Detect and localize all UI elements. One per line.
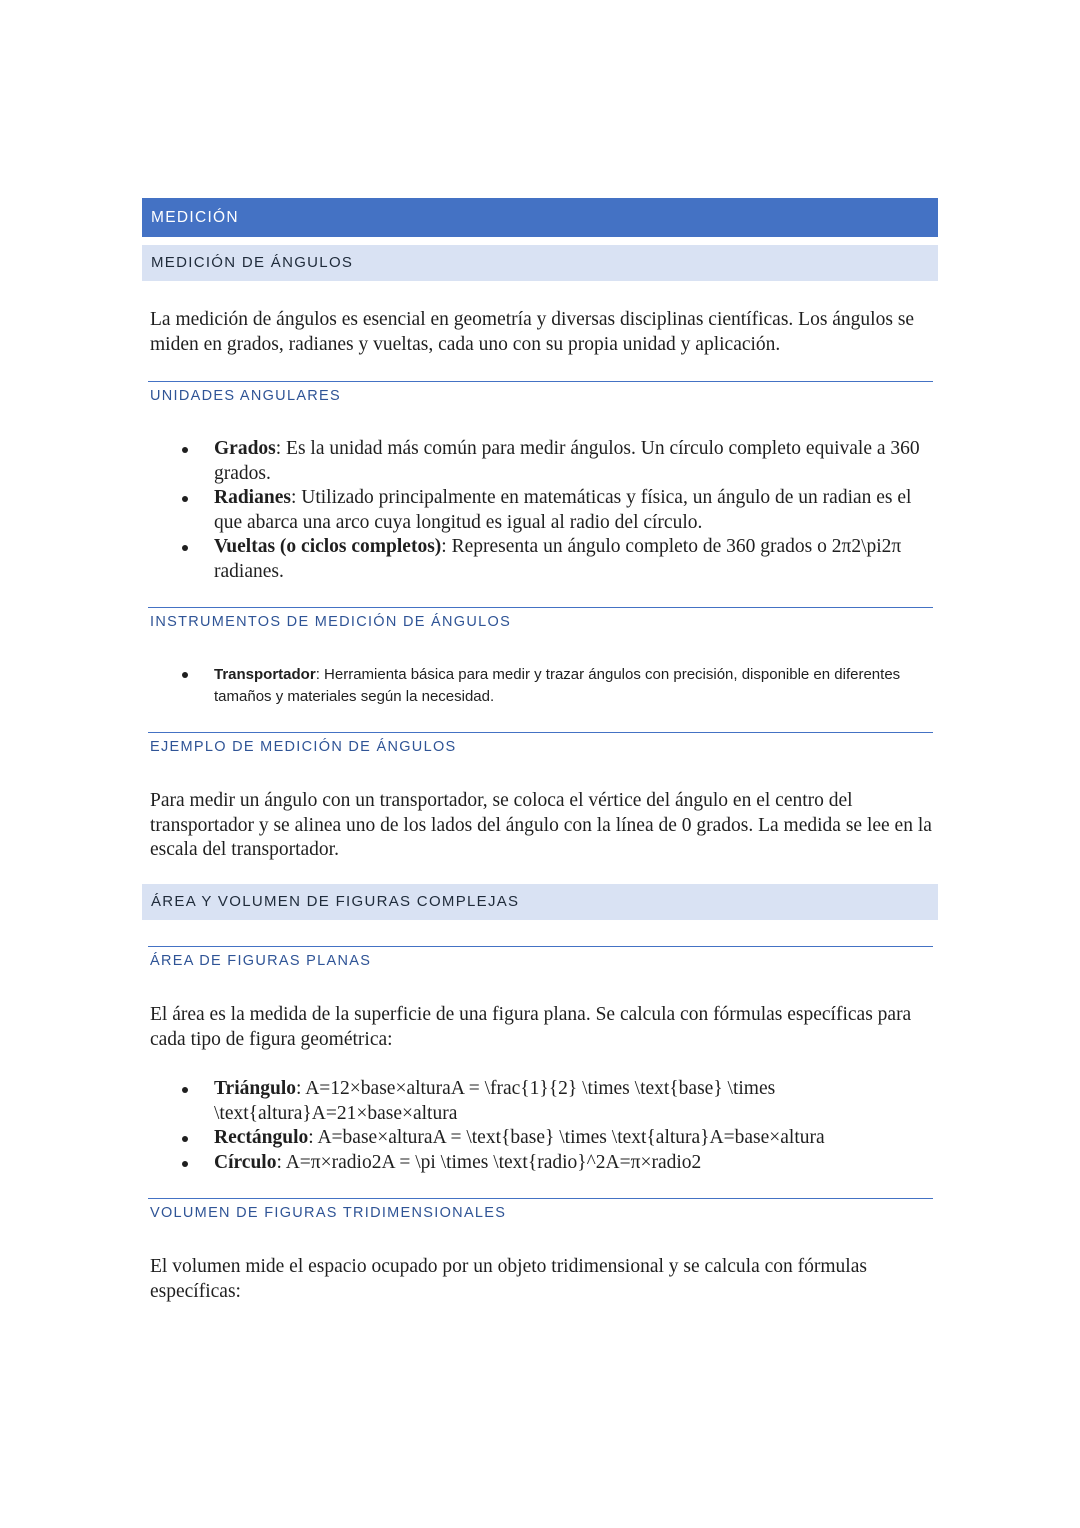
desc-grados: : Es la unidad más común para medir ángulos. Un círculo completo equivale a 360 grados. [214, 438, 920, 484]
heading-volumen: VOLUMEN DE FIGURAS TRIDIMENSIONALES [148, 1198, 933, 1221]
heading-instrumentos: INSTRUMENTOS DE MEDICIÓN DE ÁNGULOS [148, 607, 933, 630]
list-item-radianes [150, 486, 935, 535]
heading-area-volumen: ÁREA Y VOLUMEN DE FIGURAS COMPLEJAS [142, 884, 938, 920]
area-intro-paragraph: El área es la medida de la superficie de una figura plana. Se calcula con fórmulas específicas para cada tipo de figura geométrica: [150, 1004, 912, 1050]
heading-medicion-angulos: MEDICIÓN DE ÁNGULOS [142, 245, 938, 281]
bullet-icon [182, 545, 188, 551]
formula-circulo: : A=π×radio2A = \pi \times \text{radio}^2A=π×radio2 [276, 1151, 702, 1173]
term-triangulo: Triángulo [214, 1078, 296, 1099]
list-item-circulo [150, 1151, 935, 1176]
bullet-icon [182, 1136, 188, 1142]
bullet-icon [182, 496, 188, 502]
bullet-icon [182, 1087, 188, 1093]
list-item-transportador [150, 664, 935, 708]
term-rectangulo: Rectángulo [214, 1127, 309, 1148]
example-paragraph: Para medir un ángulo con un transportador, se coloca el vértice del ángulo en el centro del transportador y se alinea uno de los lados del ángulo con la línea de 0 grados. La medida se lee en la escala del transportador. [150, 790, 932, 860]
term-circulo: Círculo [214, 1151, 277, 1173]
bullet-icon [182, 447, 188, 453]
heading-area-figuras-planas: ÁREA DE FIGURAS PLANAS [148, 946, 933, 969]
bullet-icon [182, 1161, 188, 1167]
heading-unidades-angulares: UNIDADES ANGULARES [148, 381, 933, 404]
desc-transportador: : Herramienta básica para medir y trazar ángulos con precisión, disponible en diferentes tamaños y materiales según la necesidad. [214, 666, 901, 705]
area-formulas-list [150, 1077, 935, 1175]
list-item-rectangulo [150, 1126, 935, 1151]
list-item-vueltas [150, 535, 935, 584]
heading-medicion: MEDICIÓN [142, 198, 938, 237]
term-transportador: Transportador [214, 666, 316, 683]
desc-radianes: : Utilizado principalmente en matemáticas y física, un ángulo de un radian es el que abarca una arco cuya longitud es igual al radio del círculo. [214, 487, 912, 533]
angles-intro-paragraph: La medición de ángulos es esencial en geometría y diversas disciplinas científicas. Los ángulos se miden en grados, radianes y vueltas, cada uno con su propia unidad y aplicación. [150, 309, 915, 355]
term-vueltas: Vueltas (o ciclos completos) [214, 536, 442, 557]
term-radianes: Radianes [214, 487, 291, 508]
term-grados: Grados [214, 438, 276, 459]
heading-ejemplo: EJEMPLO DE MEDICIÓN DE ÁNGULOS [148, 732, 933, 755]
volume-intro-paragraph: El volumen mide el espacio ocupado por un objeto tridimensional y se calcula con fórmulas específicas: [150, 1256, 867, 1302]
list-item-triangulo [150, 1077, 935, 1126]
list-item-grados [150, 437, 935, 486]
angular-units-list [150, 437, 935, 584]
formula-triangulo: : A=12×base×alturaA = \frac{1}{2} \times \text{base} \times \text{altura}A=21×base×altura [214, 1078, 776, 1124]
desc-vueltas: : Representa un ángulo completo de 360 grados o 2π2\pi2π radianes. [214, 536, 902, 582]
bullet-icon [182, 672, 188, 678]
formula-rectangulo: : A=base×alturaA = \text{base} \times \text{altura}A=base×altura [308, 1127, 825, 1148]
instruments-list [150, 664, 935, 708]
